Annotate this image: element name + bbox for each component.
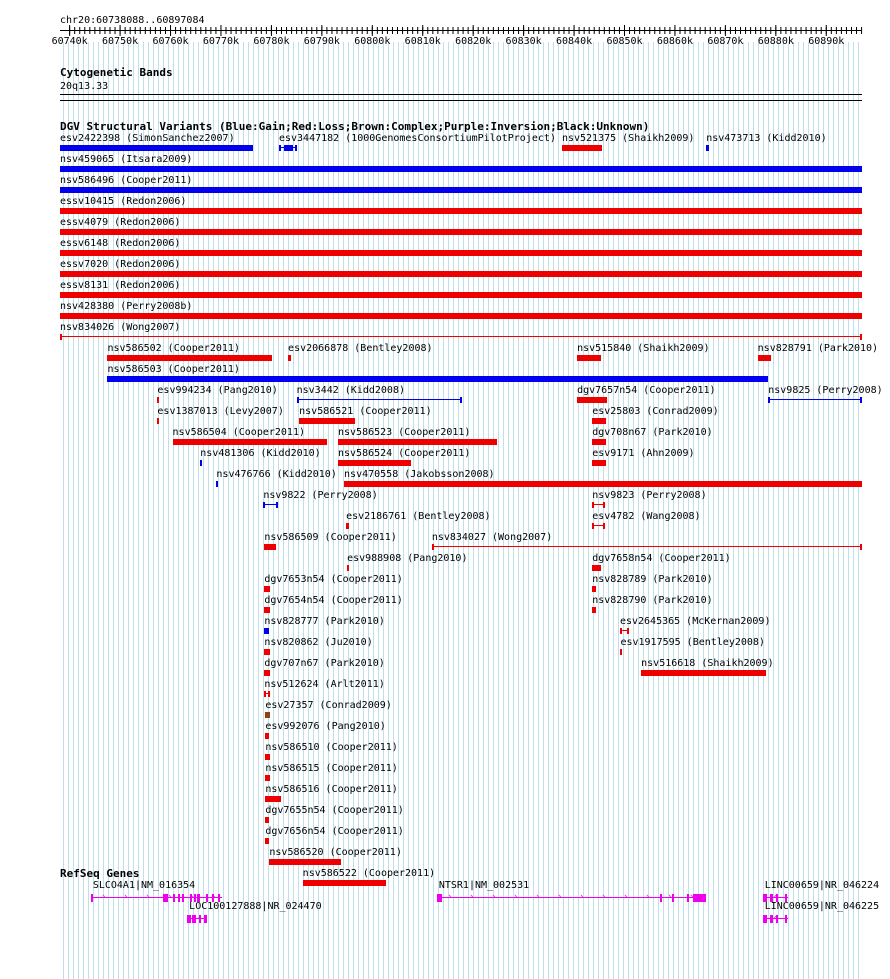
sv-label[interactable]: nsv9825 (Perry2008): [768, 385, 883, 396]
sv-bar[interactable]: [60, 187, 862, 193]
sv-bar[interactable]: [299, 418, 354, 424]
sv-label[interactable]: nsv586521 (Cooper2011): [299, 406, 432, 417]
sv-bar: [284, 145, 293, 151]
sv-label[interactable]: nsv512624 (Arlt2011): [264, 679, 385, 690]
strand-arrow-icon: ›: [446, 892, 453, 902]
sv-bar[interactable]: [60, 229, 862, 235]
sv-label[interactable]: nsv828790 (Park2010): [592, 595, 713, 606]
sv-line-end: [860, 334, 862, 340]
sv-label[interactable]: dgv7655n54 (Cooper2011): [265, 805, 404, 816]
gene-intron-line[interactable]: [91, 897, 222, 898]
strand-arrow-icon: ›: [688, 892, 695, 902]
strand-arrow-icon: ›: [166, 892, 173, 902]
sv-label[interactable]: nsv473713 (Kidd2010): [706, 133, 827, 144]
sv-bar[interactable]: [265, 838, 269, 844]
sv-label[interactable]: nsv586496 (Cooper2011): [60, 175, 193, 186]
gene-label[interactable]: LOC100127888|NR_024470: [189, 901, 322, 912]
strand-arrow-icon: ‹: [772, 892, 779, 902]
sv-bar[interactable]: [173, 439, 327, 445]
sv-bar[interactable]: [641, 670, 766, 676]
sv-bar[interactable]: [265, 796, 281, 802]
sv-bar[interactable]: [592, 439, 606, 445]
ruler-tick-label: 60860k: [656, 36, 694, 47]
sv-bar[interactable]: [264, 544, 276, 550]
sv-bar[interactable]: [265, 733, 269, 739]
sv-label[interactable]: essv6148 (Redon2006): [60, 238, 181, 249]
sv-bar[interactable]: [758, 355, 772, 361]
sv-line-start: [592, 502, 594, 508]
sv-label[interactable]: essv4079 (Redon2006): [60, 217, 181, 228]
sv-label[interactable]: esv3447182 (1000GenomesConsortiumPilotProject): [278, 133, 556, 144]
gene-intron-line[interactable]: [437, 897, 706, 898]
sv-label[interactable]: dgv7656n54 (Cooper2011): [265, 826, 404, 837]
sv-line-end: [603, 523, 605, 529]
ruler-tick-label: 60870k: [707, 36, 744, 47]
sv-line[interactable]: [768, 399, 862, 400]
sv-bar[interactable]: [60, 145, 253, 151]
sv-bar[interactable]: [60, 166, 862, 172]
ruler-tick-label: 60830k: [505, 36, 542, 47]
sv-label[interactable]: nsv828777 (Park2010): [264, 616, 385, 627]
sv-bar[interactable]: [265, 775, 270, 781]
sv-bar[interactable]: [577, 355, 601, 361]
sv-label[interactable]: dgv7658n54 (Cooper2011): [592, 553, 731, 564]
gene-label[interactable]: LINC00659|NR_046224: [764, 880, 880, 891]
sv-label[interactable]: nsv515840 (Shaikh2009): [577, 343, 710, 354]
sv-bar[interactable]: [592, 607, 596, 613]
sv-label[interactable]: nsv586515 (Cooper2011): [265, 763, 398, 774]
sv-label[interactable]: esv2186761 (Bentley2008): [346, 511, 491, 522]
sv-label[interactable]: essv8131 (Redon2006): [60, 280, 181, 291]
sv-line-end: [860, 544, 862, 550]
sv-bar[interactable]: [592, 418, 606, 424]
sv-label[interactable]: dgv707n67 (Park2010): [264, 658, 385, 669]
sv-bar: [295, 145, 297, 151]
sv-label[interactable]: esv2066878 (Bentley2008): [288, 343, 433, 354]
sv-label[interactable]: esv1917595 (Bentley2008): [620, 637, 765, 648]
sv-bar[interactable]: [303, 880, 387, 886]
sv-bar[interactable]: [107, 355, 272, 361]
strand-arrow-icon: ›: [534, 892, 541, 902]
sv-label[interactable]: nsv521375 (Shaikh2009): [561, 133, 695, 144]
gene-exon: [178, 894, 180, 902]
ruler-tick-label: 60780k: [253, 36, 290, 47]
sv-label[interactable]: nsv516618 (Shaikh2009): [641, 658, 774, 669]
sv-bar[interactable]: [269, 859, 341, 865]
sv-label[interactable]: nsv586503 (Cooper2011): [107, 364, 240, 375]
strand-arrow-icon: ›: [490, 892, 497, 902]
sv-label[interactable]: esv994234 (Pang2010): [157, 385, 278, 396]
sv-label[interactable]: esv27357 (Conrad2009): [265, 700, 392, 711]
location-label: chr20:60738088..60897084: [60, 15, 205, 26]
ruler-tick-label: 60840k: [555, 36, 593, 47]
ruler-tick-label: 60740k: [51, 36, 88, 47]
ruler-tick-label: 60770k: [202, 36, 240, 47]
ruler-tick-label: 60820k: [455, 36, 492, 47]
sv-bar[interactable]: [562, 145, 602, 151]
refseq-track-title: RefSeq Genes: [60, 867, 140, 880]
sv-label[interactable]: nsv9822 (Perry2008): [263, 490, 378, 501]
gene-exon: [192, 915, 196, 923]
sv-bar[interactable]: [157, 397, 159, 403]
sv-label[interactable]: nsv586516 (Cooper2011): [265, 784, 398, 795]
sv-label[interactable]: nsv586523 (Cooper2011): [337, 427, 471, 438]
sv-bar[interactable]: [264, 628, 269, 634]
sv-label[interactable]: dgv708n67 (Park2010): [592, 427, 713, 438]
sv-bar[interactable]: [200, 460, 202, 466]
sv-line-start: [432, 544, 434, 550]
sv-line-start: [620, 628, 622, 634]
sv-bar[interactable]: [157, 418, 159, 424]
sv-bar: [279, 145, 281, 151]
strand-arrow-icon: ‹: [197, 913, 203, 923]
sv-label[interactable]: esv988908 (Pang2010): [347, 553, 468, 564]
gene-exon: [187, 915, 191, 923]
sv-label[interactable]: nsv586524 (Cooper2011): [337, 448, 471, 459]
sv-label[interactable]: esv25803 (Conrad2009): [592, 406, 719, 417]
sv-bar[interactable]: [620, 649, 622, 655]
sv-bar[interactable]: [347, 565, 349, 571]
sv-label[interactable]: nsv820862 (Ju2010): [264, 637, 373, 648]
strand-arrow-icon: ›: [600, 892, 607, 902]
sv-bar[interactable]: [338, 439, 497, 445]
gene-exon: [91, 894, 93, 902]
sv-label[interactable]: esv2645365 (McKernan2009): [619, 616, 771, 627]
sv-label[interactable]: nsv828789 (Park2010): [592, 574, 713, 585]
sv-bar[interactable]: [264, 607, 270, 613]
gene-exon: [672, 894, 674, 902]
gene-label[interactable]: SLCO4A1|NM_016354: [92, 880, 196, 891]
sv-line-end: [268, 691, 270, 697]
strand-arrow-icon: ›: [512, 892, 519, 902]
sv-bar[interactable]: [216, 481, 218, 487]
gene-label[interactable]: NTSR1|NM_002531: [438, 880, 530, 891]
sv-label[interactable]: dgv7657n54 (Cooper2011): [577, 385, 716, 396]
sv-label[interactable]: nsv586509 (Cooper2011): [264, 532, 397, 543]
gene-exon: [763, 915, 768, 923]
sv-label[interactable]: essv7020 (Redon2006): [60, 259, 181, 270]
gene-exon: [437, 894, 443, 902]
sv-bar[interactable]: [264, 586, 270, 592]
sv-bar[interactable]: [346, 523, 349, 529]
strand-arrow-icon: ›: [556, 892, 563, 902]
sv-line[interactable]: [60, 336, 862, 337]
strand-arrow-icon: ›: [622, 892, 629, 902]
sv-label[interactable]: nsv470558 (Jakobsson2008): [344, 469, 495, 480]
ruler-tick-label: 60800k: [354, 36, 391, 47]
ruler-tick-label: 60880k: [757, 36, 794, 47]
sv-label[interactable]: nsv428380 (Perry2008b): [60, 301, 193, 312]
sv-label[interactable]: essv10415 (Redon2006): [60, 196, 187, 207]
cytoband-track-title: Cytogenetic Bands: [60, 66, 173, 79]
sv-bar[interactable]: [288, 355, 291, 361]
sv-line-start: [60, 334, 62, 340]
gene-exon: [182, 894, 184, 902]
sv-label[interactable]: nsv459065 (Itsara2009): [60, 154, 193, 165]
sv-line-end: [603, 502, 605, 508]
ruler-tick-label: 60750k: [102, 36, 139, 47]
gene-exon: [204, 915, 207, 923]
dgv-track-title: DGV Structural Variants (Blue:Gain;Red:Loss;Brown:Complex;Purple:Inversion;Black:Unknown): [60, 120, 650, 133]
sv-line-start: [264, 691, 266, 697]
ruler-tick-label: 60810k: [404, 36, 441, 47]
sv-bar[interactable]: [592, 460, 606, 466]
strand-arrow-icon: ›: [644, 892, 651, 902]
sv-label[interactable]: nsv828791 (Park2010): [757, 343, 879, 354]
strand-arrow-icon: ›: [144, 892, 151, 902]
sv-label[interactable]: nsv586502 (Cooper2011): [107, 343, 240, 354]
sv-bar[interactable]: [60, 313, 862, 319]
sv-bar[interactable]: [60, 292, 862, 298]
sv-label[interactable]: nsv9823 (Perry2008): [592, 490, 707, 501]
sv-line-start: [768, 397, 770, 403]
sv-label[interactable]: nsv834026 (Wong2007): [60, 322, 181, 333]
sv-label[interactable]: esv4782 (Wang2008): [592, 511, 701, 522]
sv-bar[interactable]: [344, 481, 862, 487]
strand-arrow-icon: ›: [468, 892, 475, 902]
sv-label[interactable]: nsv586510 (Cooper2011): [265, 742, 398, 753]
sv-label[interactable]: nsv834027 (Wong2007): [431, 532, 553, 543]
sv-bar[interactable]: [265, 712, 270, 718]
ruler-tick-label: 60760k: [152, 36, 189, 47]
sv-label[interactable]: esv2422398 (SimonSanchez2007): [60, 133, 235, 144]
sv-bar[interactable]: [265, 817, 269, 823]
sv-label[interactable]: nsv586504 (Cooper2011): [172, 427, 305, 438]
strand-arrow-icon: ›: [666, 892, 673, 902]
sv-line[interactable]: [297, 399, 462, 400]
strand-arrow-icon: ‹: [772, 913, 779, 923]
sv-bar[interactable]: [592, 565, 601, 571]
sv-bar[interactable]: [577, 397, 607, 403]
ruler-tick-label: 60850k: [606, 36, 643, 47]
ruler-tick-label: 60890k: [808, 36, 845, 47]
sv-bar[interactable]: [60, 271, 862, 277]
sv-line-end: [627, 628, 629, 634]
sv-label[interactable]: dgv7654n54 (Cooper2011): [264, 595, 403, 606]
sv-label[interactable]: nsv481306 (Kidd2010): [200, 448, 321, 459]
sv-bar[interactable]: [60, 250, 862, 256]
cytoband-label: 20q13.33: [60, 81, 109, 92]
gene-exon: [660, 894, 662, 902]
sv-line[interactable]: [432, 546, 862, 547]
sv-line-end: [860, 397, 862, 403]
sv-label[interactable]: dgv7653n54 (Cooper2011): [264, 574, 403, 585]
sv-line-start: [592, 523, 594, 529]
ruler-tick-label: 60790k: [303, 36, 340, 47]
sv-label[interactable]: esv992076 (Pang2010): [265, 721, 386, 732]
gene-label[interactable]: LINC00659|NR_046225: [764, 901, 880, 912]
gene-exon: [693, 894, 706, 902]
sv-bar[interactable]: [264, 670, 270, 676]
sv-line-end: [276, 502, 278, 508]
sv-line-end: [460, 397, 462, 403]
sv-bar[interactable]: [706, 145, 709, 151]
sv-bar[interactable]: [338, 460, 411, 466]
gene-exon: [173, 894, 175, 902]
sv-label[interactable]: nsv586520 (Cooper2011): [269, 847, 402, 858]
sv-label[interactable]: esv9171 (Ahn2009): [592, 448, 695, 459]
sv-bar[interactable]: [592, 586, 596, 592]
sv-bar[interactable]: [107, 376, 768, 382]
sv-label[interactable]: esv1387013 (Levy2007): [157, 406, 284, 417]
sv-bar[interactable]: [264, 649, 270, 655]
sv-bar[interactable]: [265, 754, 270, 760]
gene-exon: [785, 915, 788, 923]
sv-line-start: [297, 397, 299, 403]
sv-label[interactable]: nsv476766 (Kidd2010): [216, 469, 337, 480]
strand-arrow-icon: ›: [210, 892, 217, 902]
strand-arrow-icon: ›: [100, 892, 107, 902]
sv-label[interactable]: nsv586522 (Cooper2011): [302, 868, 436, 879]
strand-arrow-icon: ›: [188, 892, 195, 902]
strand-arrow-icon: ›: [578, 892, 585, 902]
sv-line-start: [263, 502, 265, 508]
strand-arrow-icon: ›: [122, 892, 129, 902]
sv-label[interactable]: nsv3442 (Kidd2008): [296, 385, 405, 396]
sv-bar[interactable]: [60, 208, 862, 214]
